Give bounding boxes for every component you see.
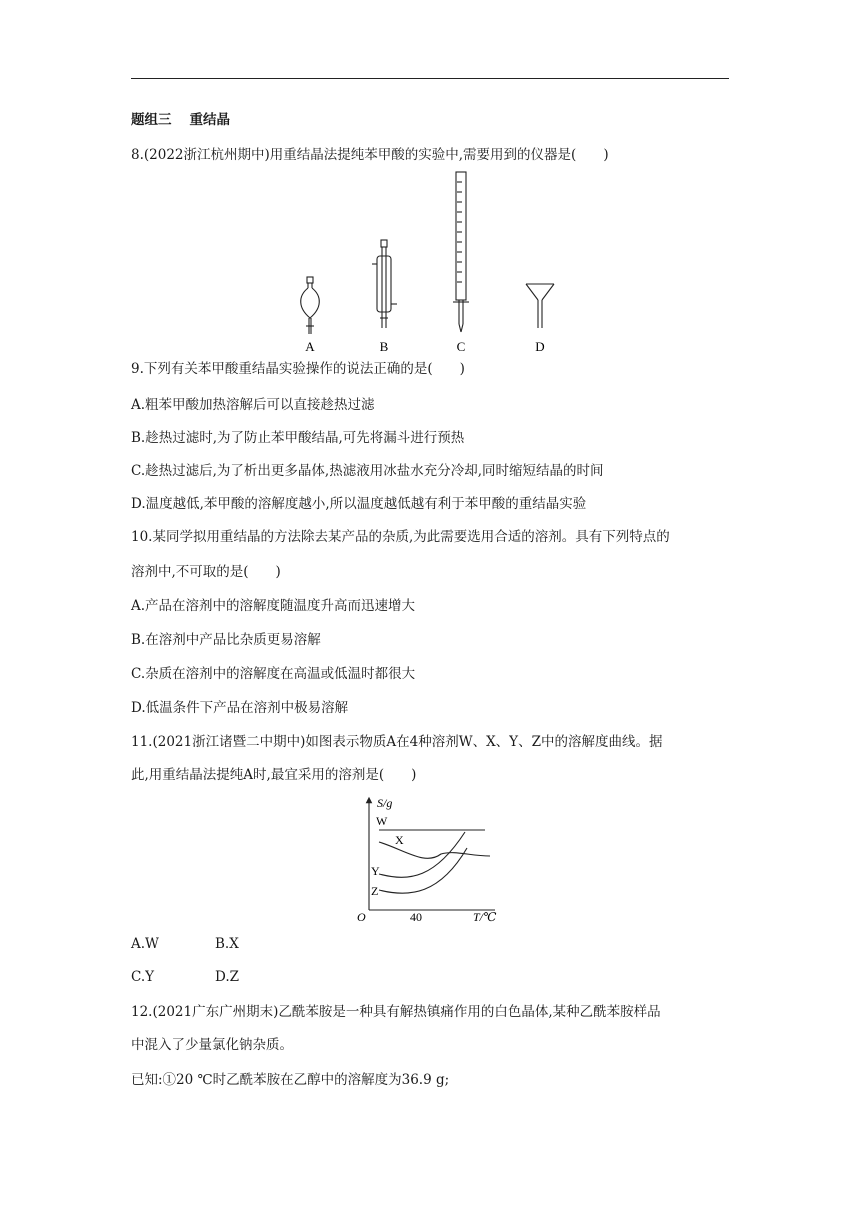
q8-label-c: C xyxy=(456,339,466,354)
series-y-label: Y xyxy=(371,864,380,878)
q10-option-d: D.低温条件下产品在溶剂中极易溶解 xyxy=(131,700,349,716)
q8-apparatus-figure xyxy=(290,168,570,358)
q11-option-c: C.Y xyxy=(131,969,155,985)
q11-option-d: D.Z xyxy=(215,969,240,985)
q11-options-row-2 xyxy=(131,968,239,986)
q8-stem: 8.(2022浙江杭州期中)用重结晶法提纯苯甲酸的实验中,需要用到的仪器是( ) xyxy=(131,147,609,163)
condenser-icon xyxy=(372,240,397,328)
q9-stem: 9.下列有关苯甲酸重结晶实验操作的说法正确的是( ) xyxy=(131,361,465,377)
q10-stem-line2: 溶剂中,不可取的是( ) xyxy=(131,564,281,580)
q9-option-a: A.粗苯甲酸加热溶解后可以直接趁热过滤 xyxy=(131,397,375,413)
header-rule xyxy=(131,78,729,79)
origin-label: O xyxy=(357,910,366,924)
separatory-funnel-icon xyxy=(301,277,320,334)
funnel-icon xyxy=(526,284,554,328)
q8-label-a: A xyxy=(305,339,315,354)
q11-option-b: B.X xyxy=(215,936,239,952)
q12-stem-line2: 中混入了少量氯化钠杂质。 xyxy=(131,1037,293,1053)
x-axis-label: T/℃ xyxy=(473,910,497,924)
q9-option-b: B.趁热过滤时,为了防止苯甲酸结晶,可先将漏斗进行预热 xyxy=(131,430,465,446)
q10-option-b: B.在溶剂中产品比杂质更易溶解 xyxy=(131,632,321,648)
q9-option-d: D.温度越低,苯甲酸的溶解度越小,所以温度越低越有利于苯甲酸的重结晶实验 xyxy=(131,496,587,512)
section-title: 重结晶 xyxy=(189,112,230,128)
q11-options-row-1 xyxy=(131,935,239,953)
x-tick-40: 40 xyxy=(410,910,422,924)
q11-stem-line1: 11.(2021浙江诸暨二中期中)如图表示物质A在4种溶剂W、X、Y、Z中的溶解度曲线。据 xyxy=(131,734,663,750)
q9-option-c: C.趁热过滤后,为了析出更多晶体,热滤液用冰盐水充分冷却,同时缩短结晶的时间 xyxy=(131,463,604,479)
q10-option-c: C.杂质在溶剂中的溶解度在高温或低温时都很大 xyxy=(131,666,416,682)
q12-stem-line1: 12.(2021广东广州期末)乙酰苯胺是一种具有解热镇痛作用的白色晶体,某种乙酰苯胺样品 xyxy=(131,1004,661,1020)
q10-stem-line1: 10.某同学拟用重结晶的方法除去某产品的杂质,为此需要选用合适的溶剂。具有下列特点的 xyxy=(131,529,670,545)
section-label: 题组三 xyxy=(131,112,172,128)
q11-option-a: A.W xyxy=(131,936,159,952)
section-heading xyxy=(131,111,230,129)
series-z-label: Z xyxy=(371,884,379,898)
q8-label-b: B xyxy=(379,339,389,354)
series-y-curve xyxy=(379,832,465,877)
series-w-label: W xyxy=(376,814,388,828)
series-z-curve xyxy=(379,848,467,893)
q11-stem-line2: 此,用重结晶法提纯A时,最宜采用的溶剂是( ) xyxy=(131,767,417,783)
q8-label-d: D xyxy=(535,339,545,354)
burette-icon xyxy=(453,172,469,332)
solubility-chart xyxy=(355,790,505,924)
q12-known: 已知:①20 ℃时乙酰苯胺在乙醇中的溶解度为36.9 g; xyxy=(131,1072,450,1088)
q10-option-a: A.产品在溶剂中的溶解度随温度升高而迅速增大 xyxy=(131,598,416,614)
series-x-label: X xyxy=(395,833,404,847)
y-axis-label: S/g xyxy=(377,796,393,810)
